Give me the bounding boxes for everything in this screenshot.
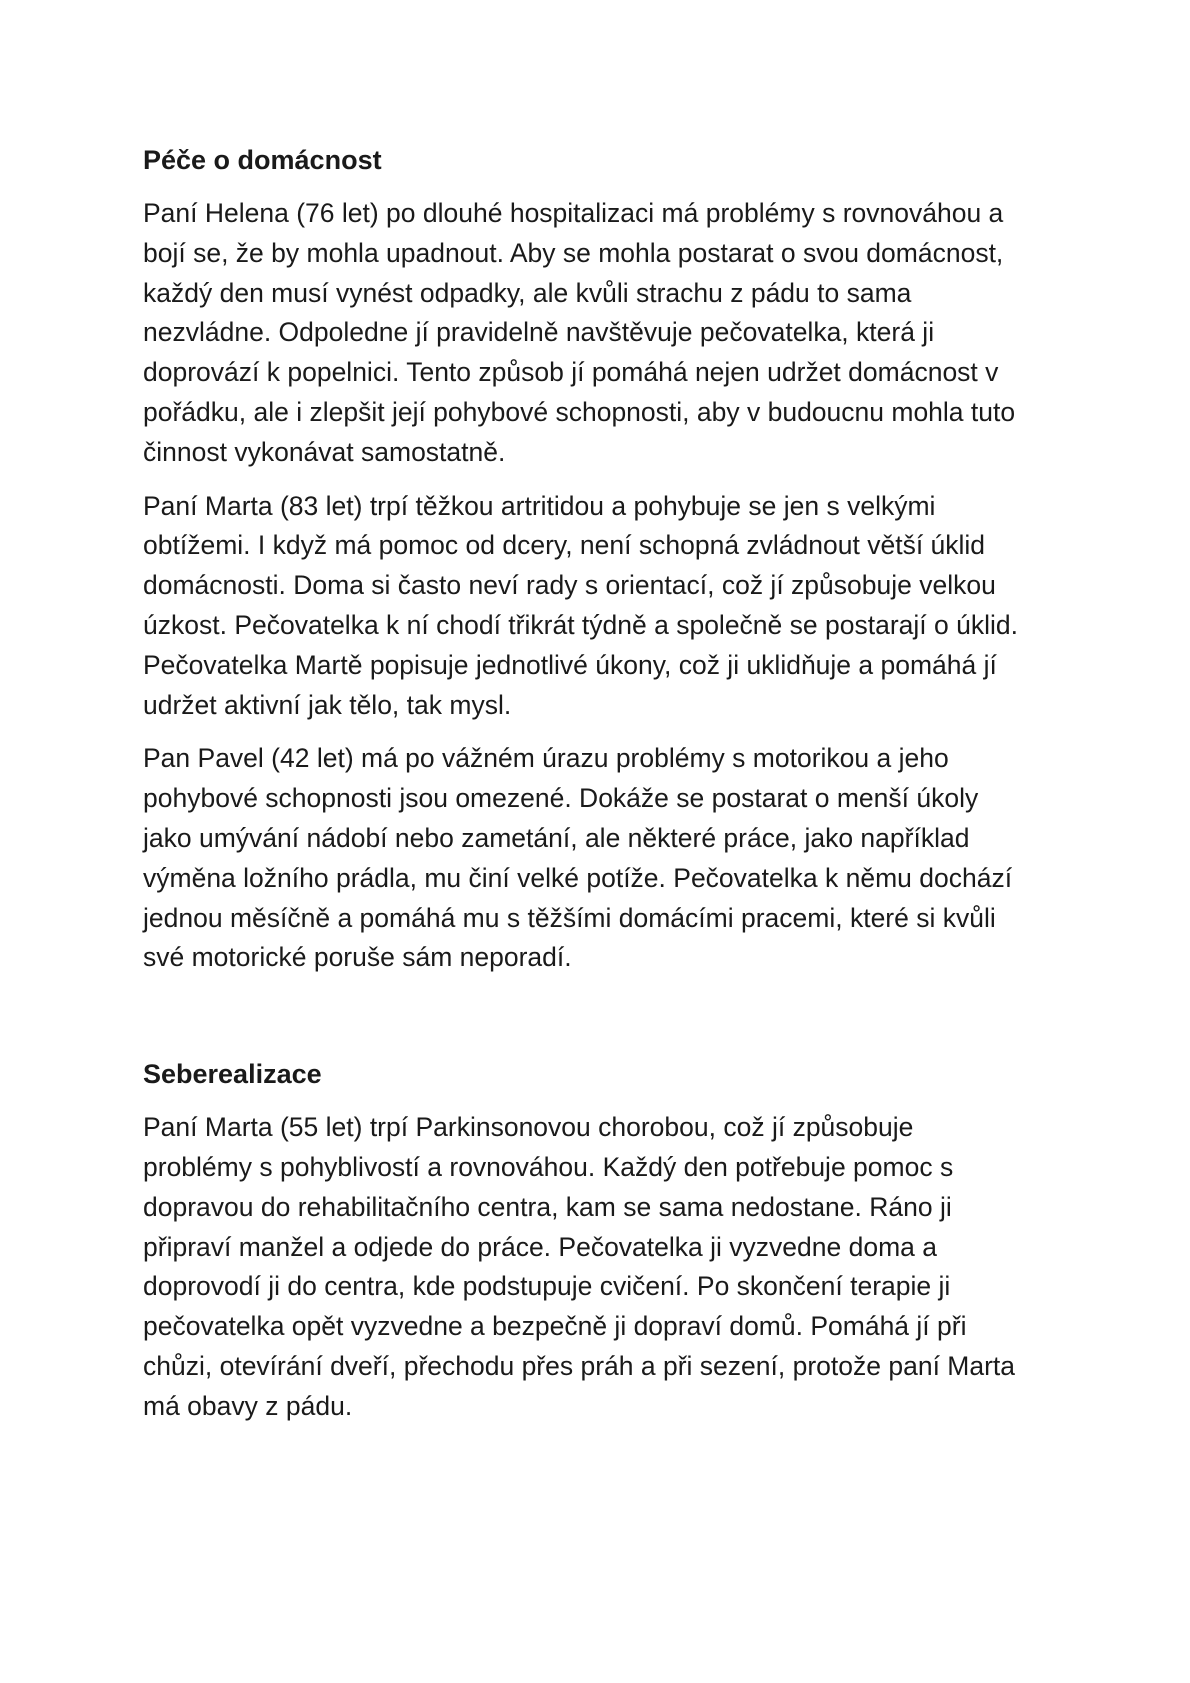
paragraph-line: Paní Marta (55 let) trpí Parkinsonovou chorobou, což jí způsobuje [143,1112,914,1143]
paragraph-line: problémy s pohyblivostí a rovnováhou. Každý den potřebuje pomoc s [143,1151,954,1182]
paragraph-line: doprovází k popelnici. Tento způsob jí pomáhá nejen udržet domácnost v [143,357,999,388]
paragraph-line: obtížemi. I když má pomoc od dcery, není schopná zvládnout větší úklid [143,530,986,561]
paragraph-line: své motorické poruše sám neporadí. [143,942,572,973]
paragraph-line: nezvládne. Odpoledne jí pravidelně navštěvuje pečovatelka, která ji [143,317,935,348]
paragraph [143,487,1073,726]
paragraph-line: jako umývání nádobí nebo zametání, ale některé práce, jako například [143,822,970,853]
paragraph-line: pořádku, ale i zlepšit její pohybové schopnosti, aby v budoucnu mohla tuto [143,396,1016,427]
paragraph-line: doprovodí ji do centra, kde podstupuje cvičení. Po skončení terapie ji [143,1271,951,1302]
paragraph-line: má obavy z pádu. [143,1390,353,1421]
paragraph-line: Pečovatelka Martě popisuje jednotlivé úkony, což ji uklidňuje a pomáhá jí [143,649,997,680]
paragraph-line: pohybové schopnosti jsou omezené. Dokáže se postarat o menší úkoly [143,783,979,814]
paragraph-line: pečovatelka opět vyzvedne a bezpečně ji dopraví domů. Pomáhá jí při [143,1311,967,1342]
section-spacer [143,992,1073,1054]
paragraph [143,1108,1073,1426]
paragraph-line: domácnosti. Doma si často neví rady s orientací, což jí způsobuje velkou [143,570,996,601]
section-title: Seberealizace [143,1059,322,1090]
paragraph-line: úzkost. Pečovatelka k ní chodí třikrát týdně a společně se postarají o úklid. [143,609,1018,640]
paragraph-line: připraví manžel a odjede do práce. Pečovatelka ji vyzvedne doma a [143,1231,937,1262]
paragraph-line: udržet aktivní jak tělo, tak mysl. [143,689,512,720]
paragraph-line: Pan Pavel (42 let) má po vážném úrazu problémy s motorikou a jeho [143,743,949,774]
paragraph-line: chůzi, otevírání dveří, přechodu přes práh a při sezení, protože paní Marta [143,1350,1016,1381]
paragraph-line: Paní Marta (83 let) trpí těžkou artritidou a pohybuje se jen s velkými [143,490,936,521]
section-title: Péče o domácnost [143,145,382,175]
paragraph-line: dopravou do rehabilitačního centra, kam se sama nedostane. Ráno ji [143,1191,952,1222]
paragraph-line: jednou měsíčně a pomáhá mu s těžšími domácími pracemi, které si kvůli [143,902,996,933]
paragraph [143,739,1073,978]
paragraph-line: každý den musí vynést odpadky, ale kvůli strachu z pádu to sama [143,277,912,308]
paragraph-line: bojí se, že by mohla upadnout. Aby se mohla postarat o svou domácnost, [143,237,1004,268]
paragraph-line: Paní Helena (76 let) po dlouhé hospitalizaci má problémy s rovnováhou a [143,198,1004,228]
section-self-realization [143,1054,1073,1426]
document-page [143,140,1073,1441]
paragraph-line: výměna ložního prádla, mu činí velké potíže. Pečovatelka k němu dochází [143,862,1013,893]
paragraph [143,194,1073,473]
section-home-care [143,140,1073,978]
paragraph-line: činnost vykonávat samostatně. [143,436,506,467]
